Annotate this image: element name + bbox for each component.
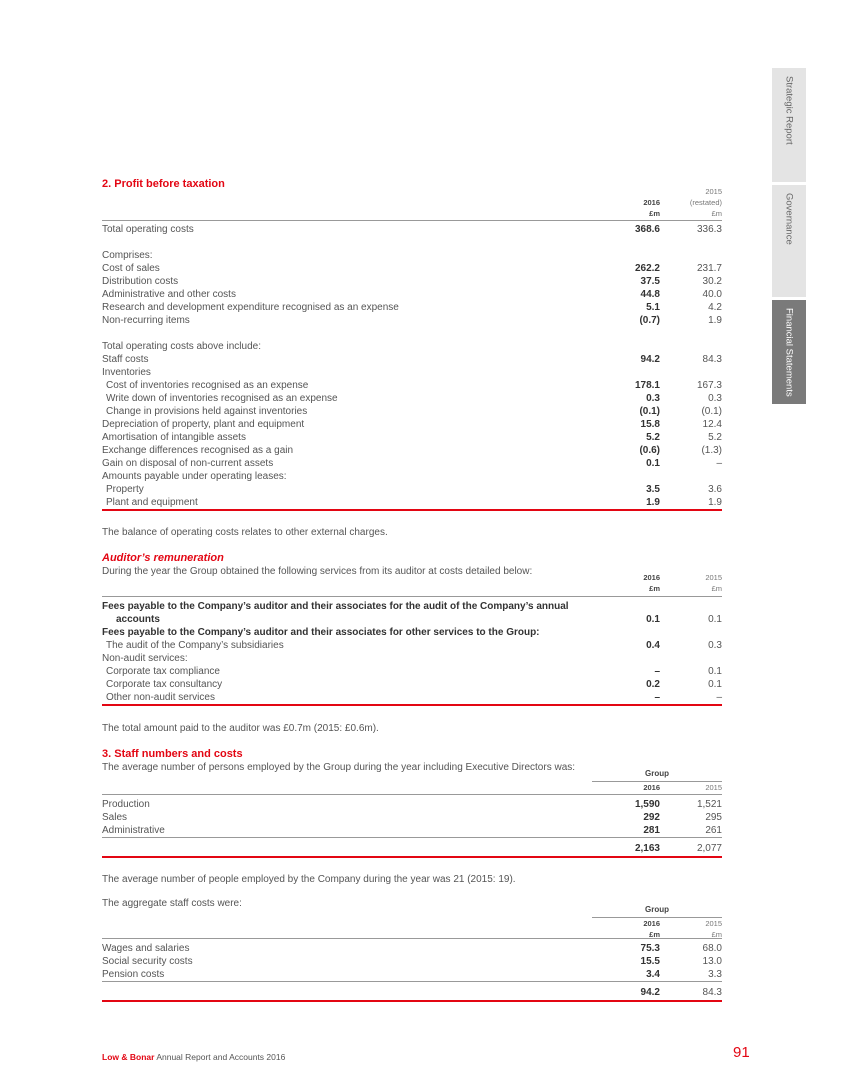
auditor-intro: During the year the Group obtained the following services from its auditor at costs detailed below: [102,566,533,577]
table-bottom-rule [102,856,722,858]
staff-costs-table [102,904,722,1002]
table-row: Total operating costs 368.6 336.3 [102,224,722,235]
table-row: Amortisation of intangible assets 5.2 5.2 [102,432,722,443]
table-row: Cost of inventories recognised as an expense 178.1 167.3 [106,380,722,391]
table-row: Gain on disposal of non-current assets 0.1 – [102,458,722,469]
table-row: Inventories [102,367,151,378]
tab-label: Strategic Report [783,76,795,145]
table-row: Sales 292 295 [102,812,722,823]
table-row: accounts 0.1 0.1 [116,614,722,625]
column-2016-header: 2016 £m [643,919,660,939]
column-2015-header: 2015 £m [705,919,722,939]
column-2016-header: 2016 [643,783,660,792]
tab-strategic-report[interactable] [772,68,806,182]
table-row: Production 1,590 1,521 [102,799,722,810]
table-row: Wages and salaries 75.3 68.0 [102,943,722,954]
table-row: Fees payable to the Company’s auditor and their associates for other services to the Group: [102,627,540,638]
table-row: Non-audit services: [102,653,188,664]
operating-costs-note: The balance of operating costs relates to other external charges. [102,527,388,538]
table-row: Distribution costs 37.5 30.2 [102,276,722,287]
table-row: Amounts payable under operating leases: [102,471,287,482]
staff-numbers-table [102,768,722,858]
table-row: Administrative 281 261 [102,825,722,836]
column-2015-header: 2015 £m [705,573,722,593]
table-row: Exchange differences recognised as a gain (0.6) (1.3) [102,445,722,456]
column-2016-header: 2016 £m [643,573,660,593]
table-row: Depreciation of property, plant and equipment 15.8 12.4 [102,419,722,430]
staff-costs-intro: The aggregate staff costs were: [102,898,242,909]
table-row: Plant and equipment 1.9 1.9 [106,497,722,508]
total-row: 94.2 84.3 [640,987,722,998]
total-row: 2,163 2,077 [634,843,722,854]
page-number: 91 [733,1044,750,1061]
staff-numbers-intro: The average number of persons employed by the Group during the year including Executive Directors was: [102,762,576,773]
section-3-title: 3. Staff numbers and costs [102,748,243,760]
table-header [102,904,722,938]
group-label: Group [645,769,669,778]
table-row: Corporate tax consultancy 0.2 0.1 [106,679,722,690]
table-row: The audit of the Company’s subsidiaries 0.4 0.3 [106,640,722,651]
group-label: Group [645,905,669,914]
table-row: Research and development expenditure recognised as an expense 5.1 4.2 [102,302,722,313]
table-row: Change in provisions held against inventories (0.1) (0.1) [106,406,722,417]
table-header [102,768,722,794]
column-2015-header: 2015 [705,783,722,792]
table-bottom-rule [102,1000,722,1002]
footer-brand: Low & Bonar [102,1052,155,1062]
table-row: Property 3.5 3.6 [106,484,722,495]
table-header [102,570,722,596]
profit-before-tax-table [102,186,722,511]
company-employees-note: The average number of people employed by the Company during the year was 21 (2015: 19). [102,874,516,885]
tab-financial-statements[interactable] [772,300,806,404]
section-2-title: 2. Profit before taxation [102,178,225,190]
table-bottom-rule [102,704,722,706]
table-row: Total operating costs above include: [102,341,261,352]
auditor-table [102,570,722,706]
column-2016-header: 2016 £m [643,198,660,218]
tab-governance[interactable] [772,185,806,297]
table-row: Staff costs 94.2 84.3 [102,354,722,365]
auditor-note: The total amount paid to the auditor was £0.7m (2015: £0.6m). [102,723,379,734]
table-row: Administrative and other costs 44.8 40.0 [102,289,722,300]
tab-label: Financial Statements [783,308,795,397]
table-row: Non-recurring items (0.7) 1.9 [102,315,722,326]
table-row: Cost of sales 262.2 231.7 [102,263,722,274]
page-footer [102,1052,285,1062]
footer-text: Annual Report and Accounts 2016 [154,1052,286,1062]
table-row: Pension costs 3.4 3.3 [102,969,722,980]
table-row: Social security costs 15.5 13.0 [102,956,722,967]
tab-label: Governance [783,193,795,245]
table-row: Corporate tax compliance – 0.1 [106,666,722,677]
table-row: Fees payable to the Company’s auditor and their associates for the audit of the Company’s annual [102,601,569,612]
column-2015-header: 2015 (restated) £m [689,187,722,218]
table-row: Comprises: [102,250,153,261]
table-header [102,186,722,220]
table-bottom-rule [102,509,722,511]
table-row: Write down of inventories recognised as an expense 0.3 0.3 [106,393,722,404]
table-row: Other non-audit services – – [106,692,722,703]
auditor-title: Auditor’s remuneration [102,552,224,564]
